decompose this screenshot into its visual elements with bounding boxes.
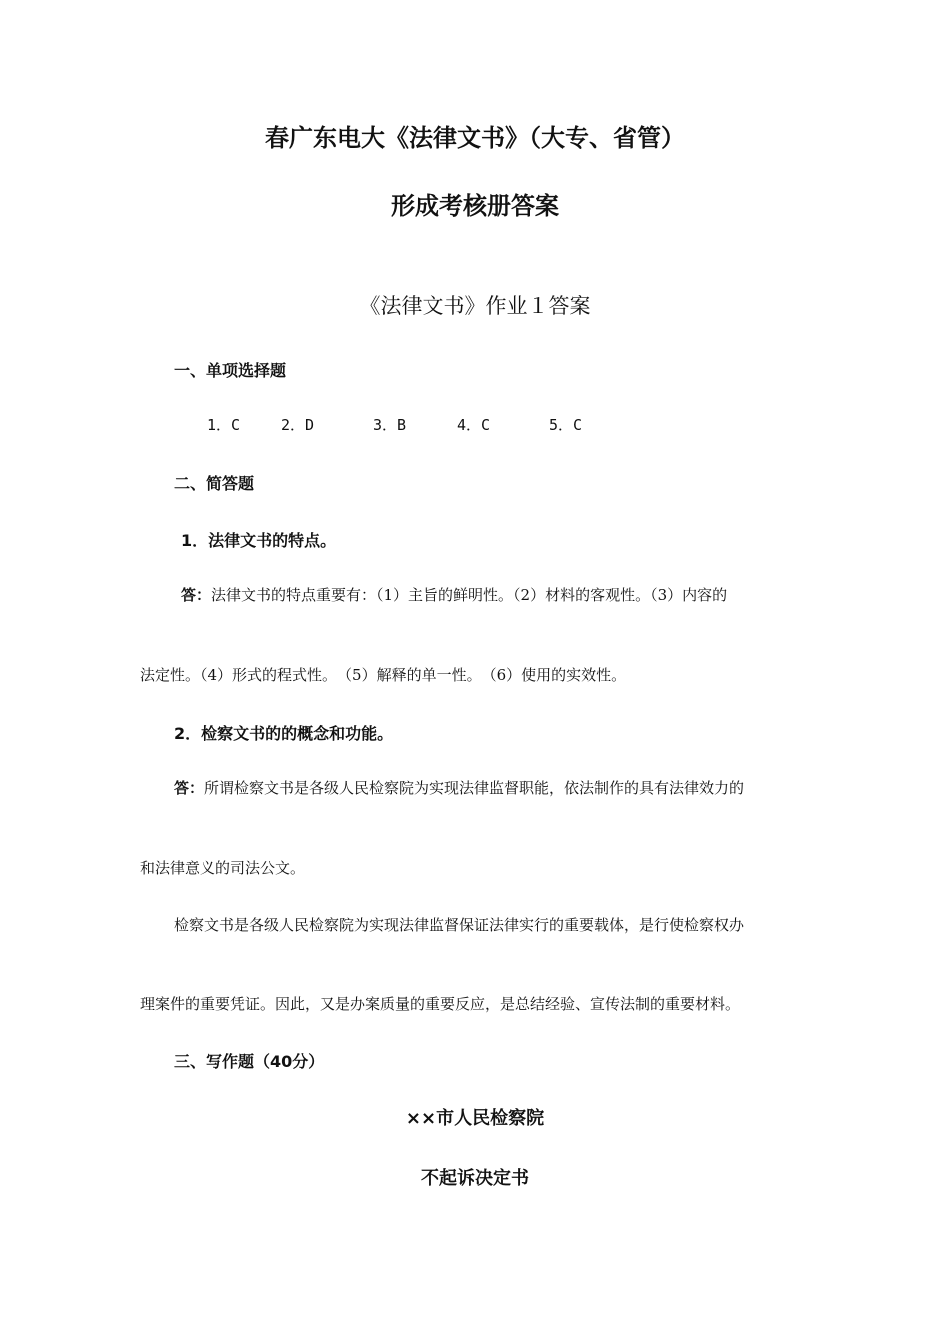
choice-answer-5: 5．C — [549, 416, 583, 434]
choice-answer-1: 1．C — [207, 416, 241, 434]
choice-answer-3: 3．B — [373, 416, 407, 434]
section1-heading: 一、单项选择题 — [174, 361, 287, 380]
answer-label: 答： — [174, 779, 205, 797]
question-1: 1．法律文书的特点。 — [181, 531, 337, 550]
section2-heading: 二、简答题 — [174, 474, 255, 493]
question-2: 2．检察文书的的概念和功能。 — [174, 724, 394, 743]
answer-label: 答： — [181, 586, 212, 604]
answer-1-line1 — [181, 584, 727, 605]
answer-2-text: 所谓检察文书是各级人民检察院为实现法律监督职能，依法制作的具有法律效力的 — [204, 779, 745, 797]
section3-heading: 三、写作题（40分） — [174, 1052, 325, 1071]
document-title-line2: 形成考核册答案 — [391, 192, 559, 220]
answer-2-line1 — [174, 777, 744, 798]
assignment-title: 《法律文书》作业１答案 — [359, 294, 591, 318]
document-title-line1: 春广东电大《法律文书》（大专、省管） — [265, 124, 685, 152]
answer-1-line2: 法定性。（4）形式的程式性。 （5）解释的单一性。 （6）使用的实效性。 — [140, 666, 627, 684]
answer-2-para2-line1: 检察文书是各级人民检察院为实现法律监督保证法律实行的重要载体，是行使检察权办 — [174, 916, 745, 934]
document-organization: ××市人民检察院 — [405, 1108, 545, 1129]
choice-answer-2: 2．D — [281, 416, 315, 434]
choice-answer-4: 4．C — [457, 416, 491, 434]
answer-2-line2: 和法律意义的司法公文。 — [140, 859, 306, 877]
choice-answers — [207, 414, 582, 435]
document-name: 不起诉决定书 — [421, 1168, 529, 1189]
answer-2-para2-line2: 理案件的重要凭证。因此，又是办案质量的重要反应，是总结经验、宣传法制的重要材料。 — [140, 995, 741, 1013]
answer-1-text: 法律文书的特点重要有：（1）主旨的鲜明性。（2）材料的客观性。（3）内容的 — [211, 586, 728, 604]
